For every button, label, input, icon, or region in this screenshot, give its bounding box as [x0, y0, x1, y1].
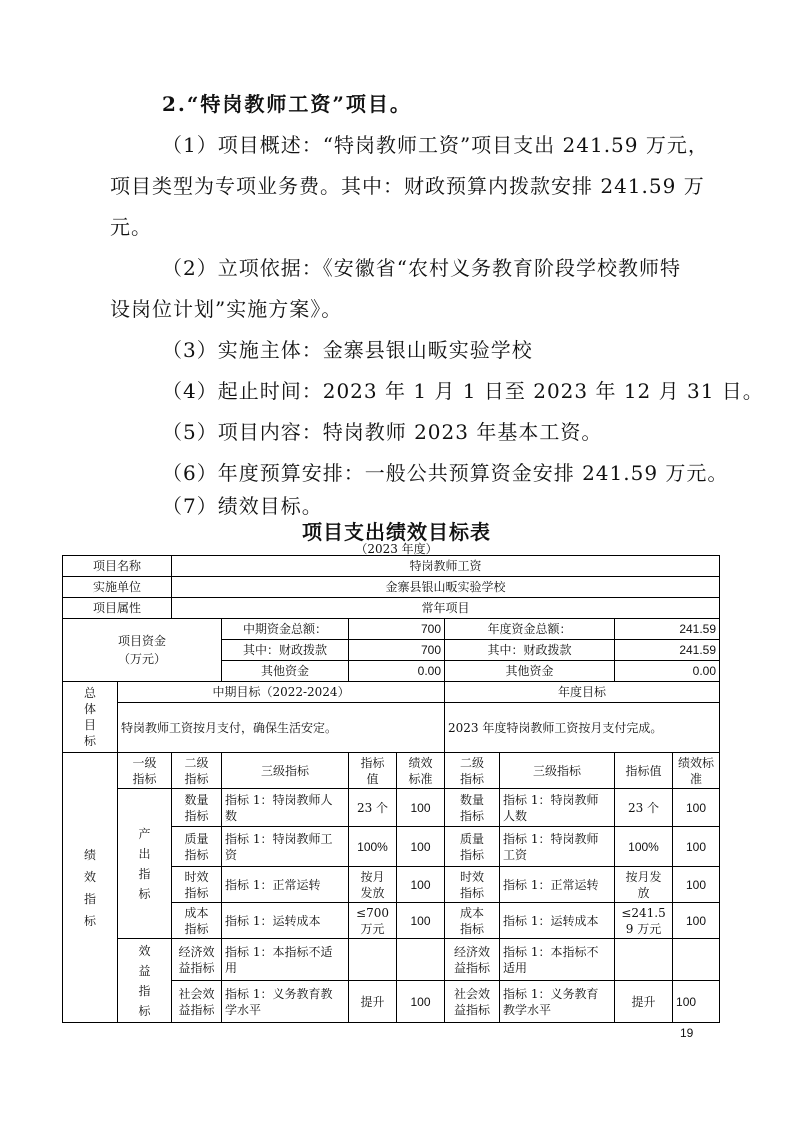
row-value — [349, 939, 397, 981]
year-target-text: 2023 年度特岗教师工资按月支付完成。 — [445, 703, 720, 753]
paragraph-content: （5）项目内容：特岗教师 2023 年基本工资。 — [162, 420, 603, 444]
paragraph-basis-line1: （2）立项依据：《安徽省“农村义务教育阶段学校教师特 — [162, 256, 681, 280]
row-standard-year — [673, 939, 720, 981]
year-other-value: 0.00 — [615, 661, 720, 682]
page-number: 19 — [680, 1026, 694, 1040]
mid-total-label: 中期资金总额： — [222, 619, 349, 640]
row-standard-year: 100 — [673, 903, 720, 939]
paragraph-overview-line2: 项目类型为专项业务费。其中：财政预算内拨款安排 241.59 万 — [110, 174, 705, 198]
row-level3: 指标 1：特岗教师人 数 — [222, 789, 349, 827]
row-standard — [397, 939, 445, 981]
mid-fiscal-label: 其中：财政拨款 — [222, 640, 349, 661]
year-other-label: 其他资金 — [445, 661, 615, 682]
row-level2-year: 质量 指标 — [445, 827, 500, 867]
table-title: 项目支出绩效目标表 — [302, 520, 491, 544]
year-target-header: 年度目标 — [445, 682, 720, 703]
header-level2: 二级 指标 — [172, 753, 222, 789]
header-value: 指标 值 — [349, 753, 397, 789]
performance-indicators-label: 绩 效 指 标 — [63, 753, 118, 1023]
mid-target-text: 特岗教师工资按月支付，确保生活安定。 — [118, 703, 445, 753]
paragraph-overview-line3: 元。 — [110, 215, 152, 239]
row-standard-year: 100 — [673, 867, 720, 903]
attribute-label: 项目属性 — [63, 598, 172, 619]
row-level2: 社会效 益指标 — [172, 981, 222, 1023]
paragraph-basis-line2: 设岗位计划”实施方案》。 — [110, 297, 343, 321]
project-name-label: 项目名称 — [63, 556, 172, 577]
row-standard: 100 — [397, 903, 445, 939]
row-value-year: 100% — [615, 827, 673, 867]
header-level3-year: 三级指标 — [500, 753, 615, 789]
mid-other-label: 其他资金 — [222, 661, 349, 682]
header-level2-year: 二级 指标 — [445, 753, 500, 789]
row-level3: 指标 1：正常运转 — [222, 867, 349, 903]
row-level3-year: 指标 1：特岗教师 人数 — [500, 789, 615, 827]
row-value: 23 个 — [349, 789, 397, 827]
row-standard: 100 — [397, 789, 445, 827]
header-standard-year: 绩效标 准 — [673, 753, 720, 789]
row-level2: 数量 指标 — [172, 789, 222, 827]
row-standard: 100 — [397, 981, 445, 1023]
header-level3: 三级指标 — [222, 753, 349, 789]
unit-label: 实施单位 — [63, 577, 172, 598]
mid-fiscal-value: 700 — [349, 640, 445, 661]
row-standard-year: 100 — [673, 827, 720, 867]
row-value: 按月 发放 — [349, 867, 397, 903]
overall-target-label: 总 体 目 标 — [63, 682, 118, 753]
paragraph-goals: （7）绩效目标。 — [162, 494, 323, 518]
row-value-year — [615, 939, 673, 981]
paragraph-subject: （3）实施主体：金寨县银山畈实验学校 — [162, 338, 533, 362]
header-standard: 绩效 标准 — [397, 753, 445, 789]
row-standard: 100 — [397, 827, 445, 867]
row-level2-year: 社会效 益指标 — [445, 981, 500, 1023]
row-level3: 指标 1：运转成本 — [222, 903, 349, 939]
row-value: ≤700 万元 — [349, 903, 397, 939]
row-level2-year: 数量 指标 — [445, 789, 500, 827]
row-level3: 指标 1：义务教育教 学水平 — [222, 981, 349, 1023]
paragraph-overview-line1: （1）项目概述：“特岗教师工资”项目支出 241.59 万元， — [162, 133, 709, 157]
row-value: 100% — [349, 827, 397, 867]
row-level2-year: 时效 指标 — [445, 867, 500, 903]
year-fiscal-value: 241.59 — [615, 640, 720, 661]
row-level2: 成本 指标 — [172, 903, 222, 939]
year-total-label: 年度资金总额： — [445, 619, 615, 640]
project-name-value: 特岗教师工资 — [172, 556, 720, 577]
row-standard-year: 100 — [673, 981, 720, 1023]
paragraph-budget: （6）年度预算安排：一般公共预算资金安排 241.59 万元。 — [162, 461, 729, 485]
table-year: （2023 年度） — [355, 542, 438, 556]
row-level3-year: 指标 1：义务教育 教学水平 — [500, 981, 615, 1023]
unit-value: 金寨县银山畈实验学校 — [172, 577, 720, 598]
row-value-year: 23 个 — [615, 789, 673, 827]
row-standard-year: 100 — [673, 789, 720, 827]
row-value-year: 按月发 放 — [615, 867, 673, 903]
row-value: 提升 — [349, 981, 397, 1023]
header-value-year: 指标值 — [615, 753, 673, 789]
row-level2: 经济效 益指标 — [172, 939, 222, 981]
row-value-year: 提升 — [615, 981, 673, 1023]
attribute-value: 常年项目 — [172, 598, 720, 619]
row-level3-year: 指标 1：运转成本 — [500, 903, 615, 939]
row-level3: 指标 1：特岗教师工 资 — [222, 827, 349, 867]
mid-other-value: 0.00 — [349, 661, 445, 682]
row-value-year: ≤241.5 9 万元 — [615, 903, 673, 939]
row-level2: 质量 指标 — [172, 827, 222, 867]
row-level2-year: 成本 指标 — [445, 903, 500, 939]
output-indicators-label: 产 出 指 标 — [118, 789, 172, 939]
row-level3-year: 指标 1：正常运转 — [500, 867, 615, 903]
row-level3: 指标 1：本指标不适 用 — [222, 939, 349, 981]
row-level2: 时效 指标 — [172, 867, 222, 903]
year-total-value: 241.59 — [615, 619, 720, 640]
effect-indicators-label: 效 益 指 标 — [118, 939, 172, 1023]
row-standard: 100 — [397, 867, 445, 903]
year-fiscal-label: 其中：财政拨款 — [445, 640, 615, 661]
section-heading: 2.“特岗教师工资”项目。 — [162, 92, 412, 116]
mid-total-value: 700 — [349, 619, 445, 640]
row-level3-year: 指标 1：特岗教师 工资 — [500, 827, 615, 867]
mid-target-header: 中期目标（2022-2024） — [118, 682, 445, 703]
funds-label: 项目资金 （万元） — [63, 619, 222, 682]
row-level3-year: 指标 1：本指标不 适用 — [500, 939, 615, 981]
header-level1: 一级 指标 — [118, 753, 172, 789]
paragraph-period: （4）起止时间：2023 年 1 月 1 日至 2023 年 12 月 31 日。 — [162, 379, 764, 403]
performance-target-table — [62, 555, 720, 1023]
row-level2-year: 经济效 益指标 — [445, 939, 500, 981]
